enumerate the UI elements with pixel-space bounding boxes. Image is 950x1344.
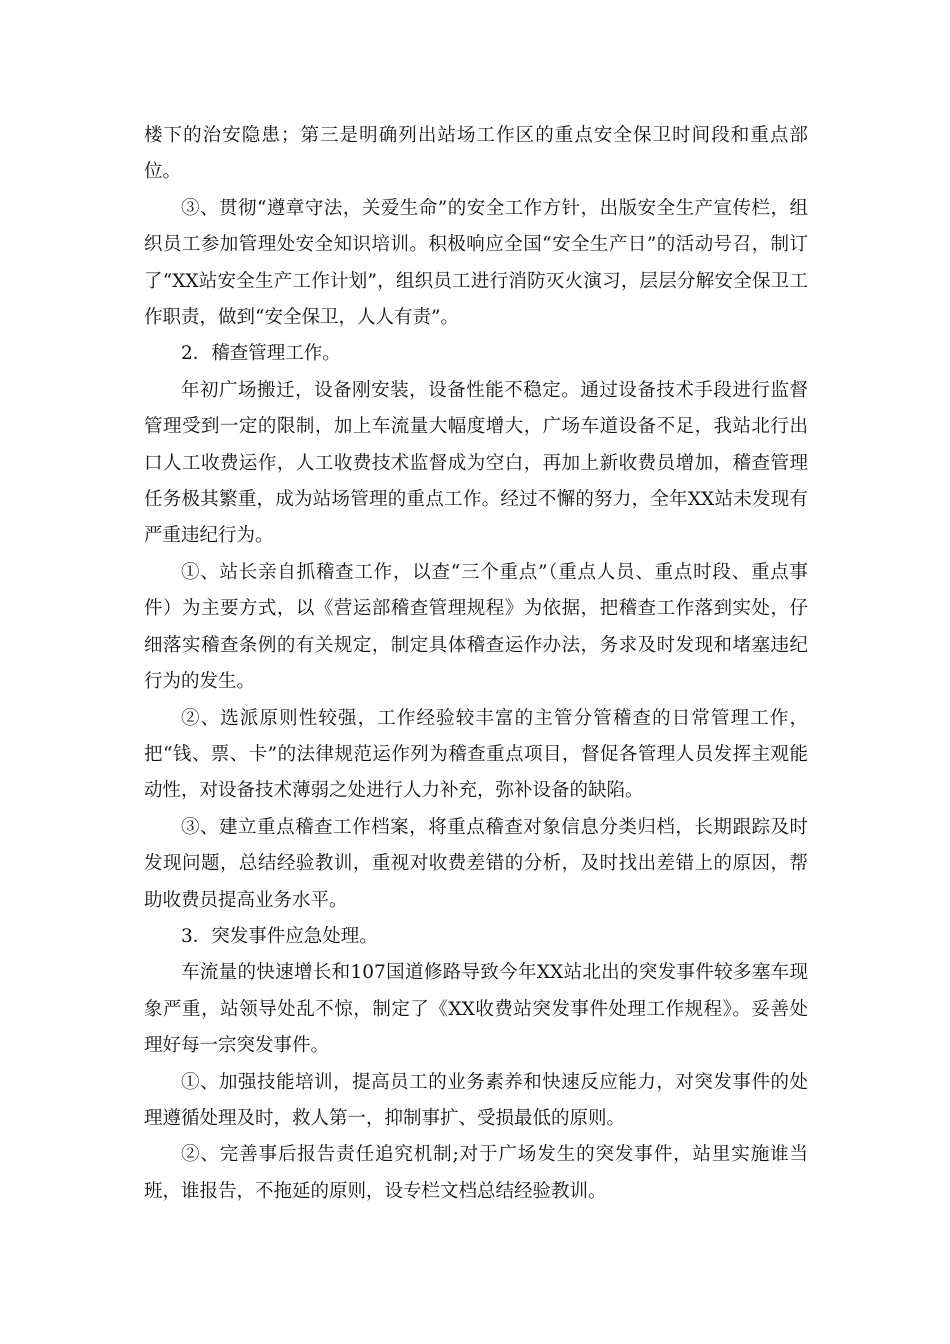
- paragraph-inspection-item-1: ①、站长亲自抓稽查工作，以查“三个重点”（重点人员、重点时段、重点事件）为主要方式，以《营运部稽查管理规程》为依据，把稽查工作落到实处，仔细落实稽查条例的有关规定，制定具体稽查运作办法，务求及时发现和堵塞违纪行为的发生。: [144, 561, 808, 693]
- paragraph-inspection-intro: 年初广场搬迁，设备刚安装，设备性能不稳定。通过设备技术手段进行监督管理受到一定的限制，加上车流量大幅度增大，广场车道设备不足，我站北行出口人工收费运作，人工收费技术监督成为空白，再加上新收费员增加，稽查管理任务极其繁重，成为站场管理的重点工作。经过不懈的努力，全年XX站未发现有严重违纪行为。: [144, 379, 808, 547]
- section-heading-emergency: 3．突发事件应急处理。: [181, 925, 378, 947]
- paragraph-emergency-item-2: ②、完善事后报告责任追究机制;对于广场发生的突发事件，站里实施谁当班，谁报告，不拖延的原则，设专栏文档总结经验教训。: [144, 1144, 808, 1202]
- document-body: [144, 118, 808, 1210]
- paragraph-emergency-intro: 车流量的快速增长和107国道修路导致今年XX站北出的突发事件较多塞车现象严重，站领导处乱不惊，制定了《XX收费站突发事件处理工作规程》。妥善处理好每一宗突发事件。: [144, 962, 808, 1057]
- paragraph-inspection-item-2: ②、选派原则性较强，工作经验较丰富的主管分管稽查的日常管理工作，把“钱、票、卡”的法律规范运作列为稽查重点项目，督促各管理人员发挥主观能动性，对设备技术薄弱之处进行人力补充，弥补设备的缺陷。: [144, 707, 808, 802]
- paragraph-emergency-item-1: ①、加强技能培训，提高员工的业务素养和快速反应能力，对突发事件的处理遵循处理及时，救人第一，抑制事扩、受损最低的原则。: [144, 1071, 808, 1129]
- paragraph-continuation: 楼下的治安隐患；第三是明确列出站场工作区的重点安全保卫时间段和重点部位。: [144, 125, 808, 183]
- paragraph-inspection-item-3: ③、建立重点稽查工作档案，将重点稽查对象信息分类归档，长期跟踪及时发现问题，总结经验教训，重视对收费差错的分析，及时找出差错上的原因，帮助收费员提高业务水平。: [144, 816, 808, 911]
- section-heading-inspection: 2．稽查管理工作。: [181, 343, 341, 365]
- paragraph-safety-policy: ③、贯彻“遵章守法，关爱生命”的安全工作方针，出版安全生产宣传栏，组织员工参加管理处安全知识培训。积极响应全国“安全生产日”的活动号召，制订了“XX站安全生产工作计划”，组织员工进行消防灭火演习，层层分解安全保卫工作职责，做到“安全保卫，人人有责”。: [144, 197, 808, 329]
